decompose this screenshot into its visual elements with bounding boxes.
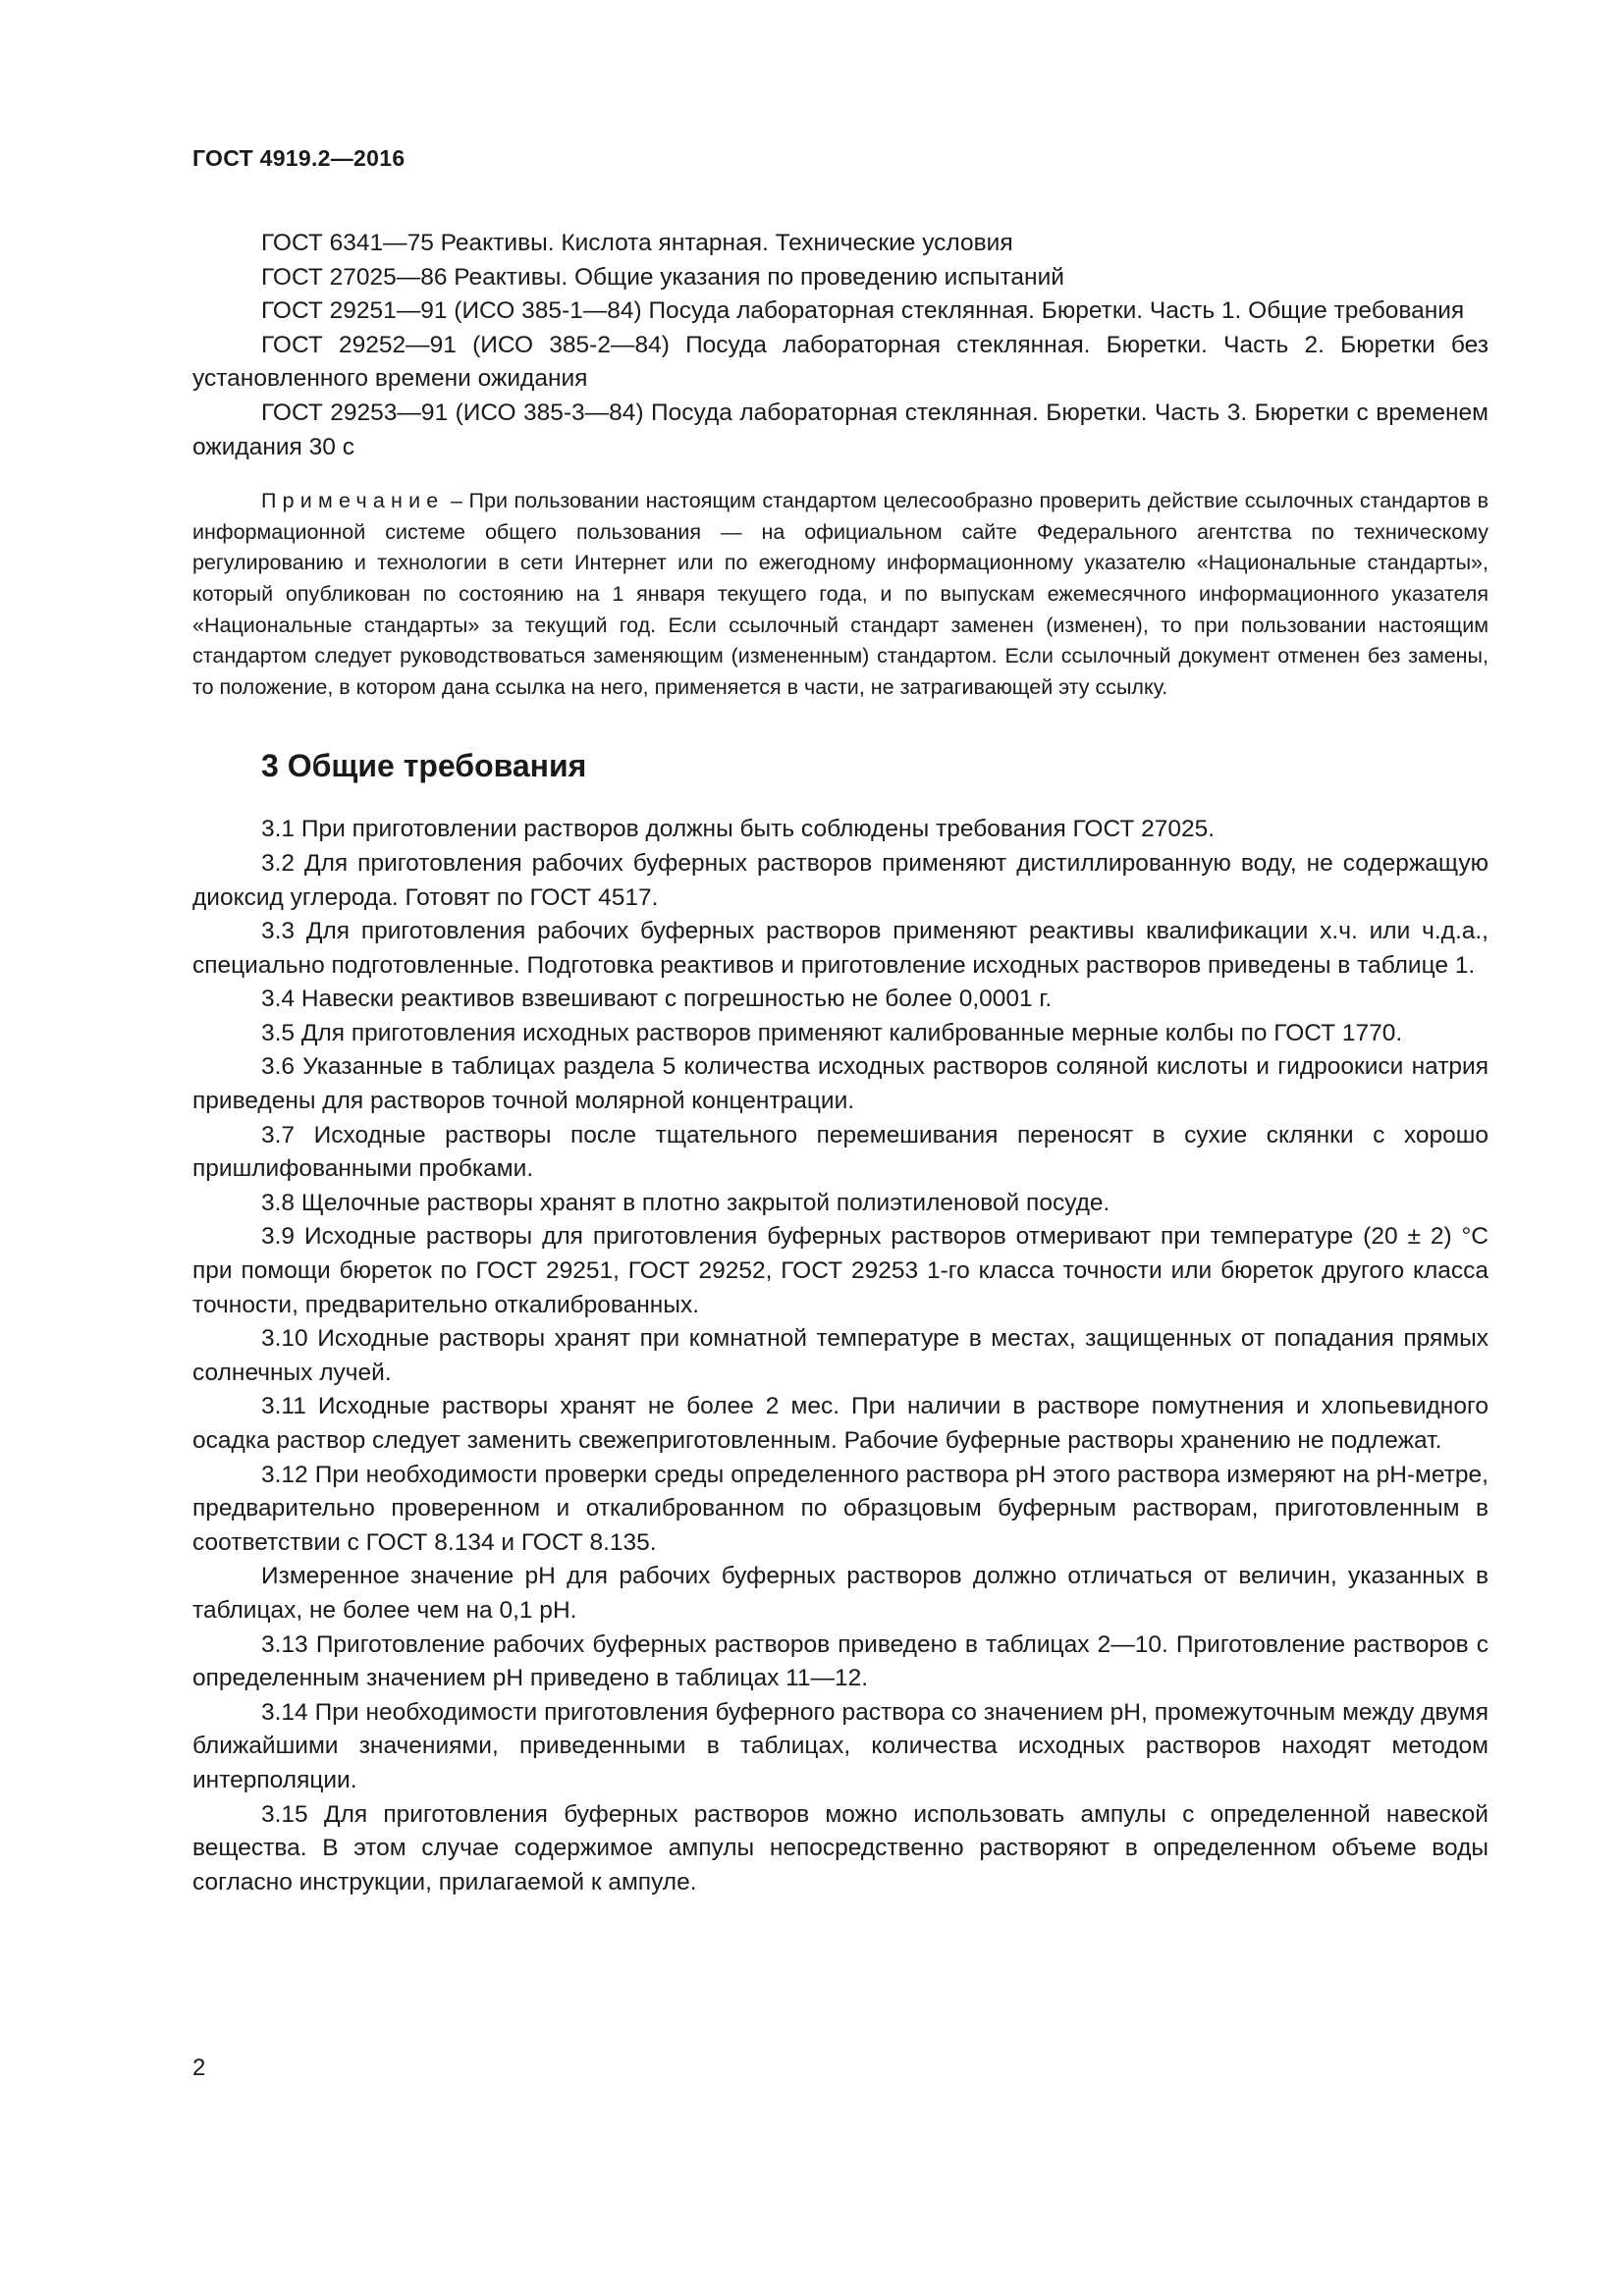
section-body	[192, 813, 1489, 1899]
section-paragraph: Измеренное значение рН для рабочих буферных растворов должно отличаться от величин, указанных в таблицах, не более чем на 0,1 рН.	[192, 1563, 1489, 1624]
section-paragraph: 3.5 Для приготовления исходных растворов применяют калиброванные мерные колбы по ГОСТ 1770.	[261, 1019, 1403, 1046]
note-text: – При пользовании настоящим стандартом целесообразно проверить действие ссылочных стандартов в информационной системе общего пользования — на официальном сайте Федерального агентства по техническому регулированию и технологии в сети Интернет или по ежегодному информационному указателю «Национальные стандарты», который опубликован по состоянию на 1 января текущего года, и по выпускам ежемесячного информационного указателя «Национальные стандарты» за текущий год. Если ссылочный стандарт заменен (изменен), то при пользовании настоящим стандартом следует руководствоваться заменяющим (измененным) стандартом. Если ссылочный документ отменен без замены, то положение, в котором дана ссылка на него, применяется в части, не затрагивающей эту ссылку.	[192, 489, 1489, 699]
note-paragraph	[192, 486, 1489, 703]
reference-item: ГОСТ 6341—75 Реактивы. Кислота янтарная. Технические условия	[261, 230, 1013, 256]
section-paragraph: 3.2 Для приготовления рабочих буферных растворов применяют дистиллированную воду, не содержащую диоксид углерода. Готовят по ГОСТ 4517.	[192, 849, 1489, 911]
note-label: Примечание	[261, 489, 445, 513]
section-paragraph: 3.12 При необходимости проверки среды определенного раствора рН этого раствора измеряют на рН-метре, предварительно проверенном и откалиброванном по образцовым буферным растворам, приготовленным в соответствии с ГОСТ 8.134 и ГОСТ 8.135.	[192, 1461, 1489, 1556]
document-header: ГОСТ 4919.2—2016	[192, 145, 406, 171]
section-paragraph: 3.7 Исходные растворы после тщательного перемешивания переносят в сухие склянки с хорошо пришлифованными пробками.	[192, 1121, 1489, 1183]
section-paragraph: 3.11 Исходные растворы хранят не более 2 мес. При наличии в растворе помутнения и хлопьевидного осадка раствор следует заменить свежеприготовленным. Рабочие буферные растворы хранению не подлежат.	[192, 1393, 1489, 1454]
section-paragraph: 3.13 Приготовление рабочих буферных растворов приведено в таблицах 2—10. Приготовление растворов с определенным значением рН приведено в таблицах 11—12.	[192, 1630, 1489, 1692]
section-paragraph: 3.15 Для приготовления буферных растворов можно использовать ампулы с определенной навеской вещества. В этом случае содержимое ампулы непосредственно растворяют в определенном объеме воды согласно инструкции, прилагаемой к ампуле.	[192, 1800, 1489, 1896]
section-paragraph: 3.9 Исходные растворы для приготовления буферных растворов отмеривают при температуре (20 ± 2) °С при помощи бюреток по ГОСТ 29251, ГОСТ 29252, ГОСТ 29253 1-го класса точности или бюреток другого класса точности, предварительно откалиброванных.	[192, 1223, 1489, 1318]
normative-references-list	[192, 227, 1489, 464]
document-page	[192, 145, 1489, 1899]
reference-item: ГОСТ 27025—86 Реактивы. Общие указания по проведению испытаний	[261, 263, 1064, 291]
reference-item: ГОСТ 29252—91 (ИСО 385-2—84) Посуда лабораторная стеклянная. Бюретки. Часть 2. Бюретки без установленного времени ожидания	[192, 331, 1489, 393]
section-paragraph: 3.8 Щелочные растворы хранят в плотно закрытой полиэтиленовой посуде.	[261, 1189, 1110, 1216]
section-paragraph: 3.14 При необходимости приготовления буферного раствора со значением рН, промежуточным между двумя ближайшими значениями, приведенными в таблицах, количества исходных растворов находят методом интерполяции.	[192, 1698, 1489, 1793]
page-number: 2	[192, 2055, 206, 2081]
section-paragraph: 3.6 Указанные в таблицах раздела 5 количества исходных растворов соляной кислоты и гидроокиси натрия приведены для растворов точной молярной концентрации.	[192, 1053, 1489, 1115]
reference-item: ГОСТ 29251—91 (ИСО 385-1—84) Посуда лабораторная стеклянная. Бюретки. Часть 1. Общие требования	[261, 297, 1465, 325]
section-paragraph: 3.3 Для приготовления рабочих буферных растворов применяют реактивы квалификации х.ч. или ч.д.а., специально подготовленные. Подготовка реактивов и приготовление исходных растворов приведены в таблице 1.	[192, 918, 1489, 979]
section-paragraph: 3.1 При приготовлении растворов должны быть соблюдены требования ГОСТ 27025.	[261, 816, 1216, 843]
section-paragraph: 3.10 Исходные растворы хранят при комнатной температуре в местах, защищенных от попадания прямых солнечных лучей.	[192, 1325, 1489, 1386]
reference-item: ГОСТ 29253—91 (ИСО 385-3—84) Посуда лабораторная стеклянная. Бюретки. Часть 3. Бюретки с временем ожидания 30 с	[192, 399, 1489, 460]
section-title: 3 Общие требования	[261, 748, 587, 784]
section-paragraph: 3.4 Навески реактивов взвешивают с погрешностью не более 0,0001 г.	[261, 986, 1053, 1013]
